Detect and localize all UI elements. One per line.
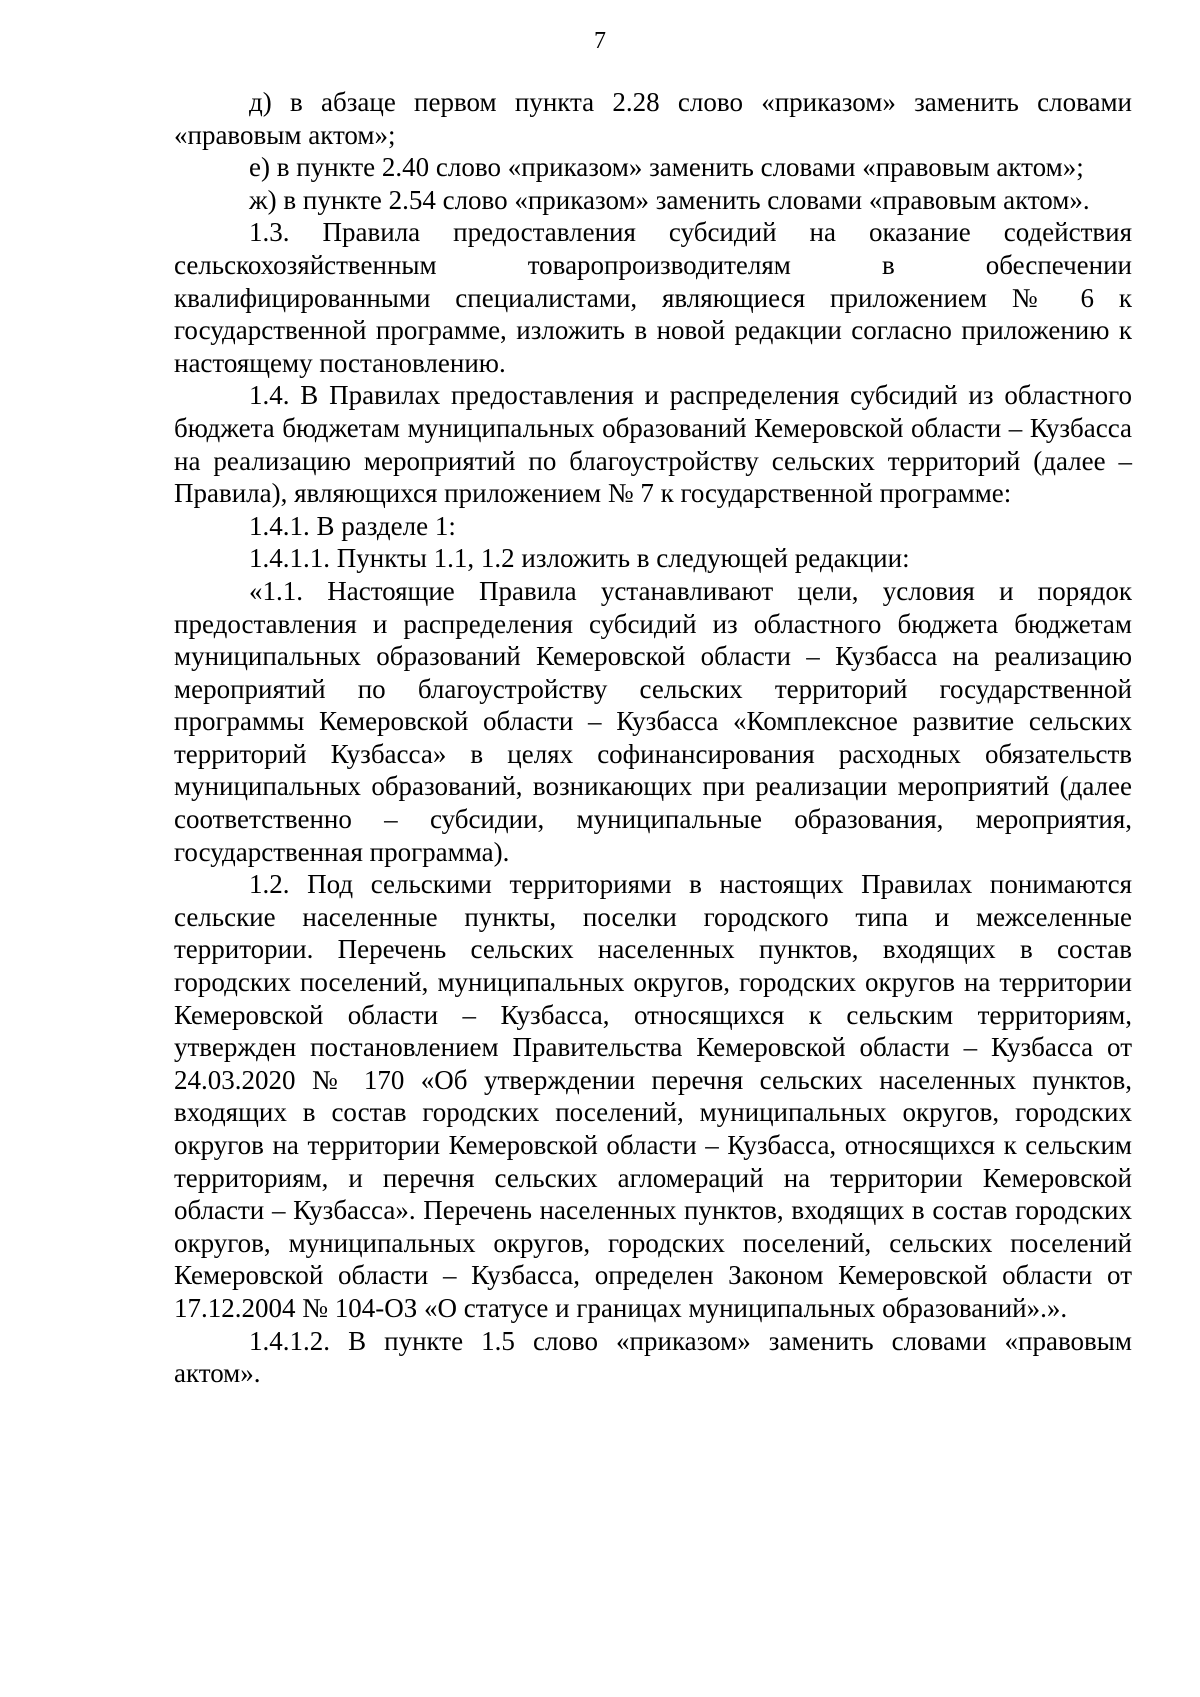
quoted-clause-1-2: 1.2. Под сельскими территориями в настоящих Правилах понимаются сельские населенные пункты, поселки городского типа и межселенные территории. Перечень сельских населенных пунктов, входящих в состав городских поселений, муниципальных округов, городских округов на территории Кемеровской области – Кузбасса, относящихся к сельским территориям, утвержден постановлением Правительства Кемеровской области – Кузбасса от 24.03.2020 № 170 «Об утверждении перечня сельских населенных пунктов, входящих в состав городских поселений, муниципальных округов, городских округов на территории Кемеровской области – Кузбасса, относящихся к сельским территориям, и перечня сельских агломераций на территории Кемеровской области – Кузбасса». Перечень населенных пунктов, входящих в состав городских округов, муниципальных округов, городских поселений, сельских поселений Кемеровской области – Кузбасса, определен Законом Кемеровской области от 17.12.2004 № 104-ОЗ «О статусе и границах муниципальных образований».». [174,869,1132,1323]
document-body [174,86,1132,1390]
paragraph-1-4: 1.4. В Правилах предоставления и распределения субсидий из областного бюджета бюджетам муниципальных образований Кемеровской области – Кузбасса на реализацию мероприятий по благоустройству сельских территорий (далее – Правила), являющихся приложением № 7 к государственной программе: [174,380,1132,509]
paragraph-1-3: 1.3. Правила предоставления субсидий на оказание содействия сельскохозяйственным товаропроизводителям в обеспечении квалифицированными специалистами, являющиеся приложением № 6 к государственной программе, изложить в новой редакции согласно приложению к настоящему постановлению. [174,217,1132,378]
paragraph-item-e: е) в пункте 2.40 слово «приказом» заменить словами «правовым актом»; [249,152,1084,183]
quoted-clause-1-1: «1.1. Настоящие Правила устанавливают цели, условия и порядок предоставления и распределения субсидий из областного бюджета бюджетам муниципальных образований Кемеровской области – Кузбасса на реализацию мероприятий по благоустройству сельских территорий государственной программы Кемеровской области – Кузбасса «Комплексное развитие сельских территорий Кузбасса» в целях софинансирования расходных обязательств муниципальных образований, возникающих при реализации мероприятий (далее соответственно – субсидии, муниципальные образования, мероприятия, государственная программа). [174,575,1132,867]
page-number: 7 [594,28,606,54]
paragraph-item-d: д) в абзаце первом пункта 2.28 слово «приказом» заменить словами «правовым актом»; [174,87,1132,150]
paragraph-1-4-1-2: 1.4.1.2. В пункте 1.5 слово «приказом» заменить словами «правовым актом». [174,1325,1132,1389]
paragraph-1-4-1-1: 1.4.1.1. Пункты 1.1, 1.2 изложить в следующей редакции: [249,543,910,574]
paragraph-1-4-1: 1.4.1. В разделе 1: [249,510,456,541]
paragraph-item-zh: ж) в пункте 2.54 слово «приказом» заменить словами «правовым актом». [249,184,1090,215]
